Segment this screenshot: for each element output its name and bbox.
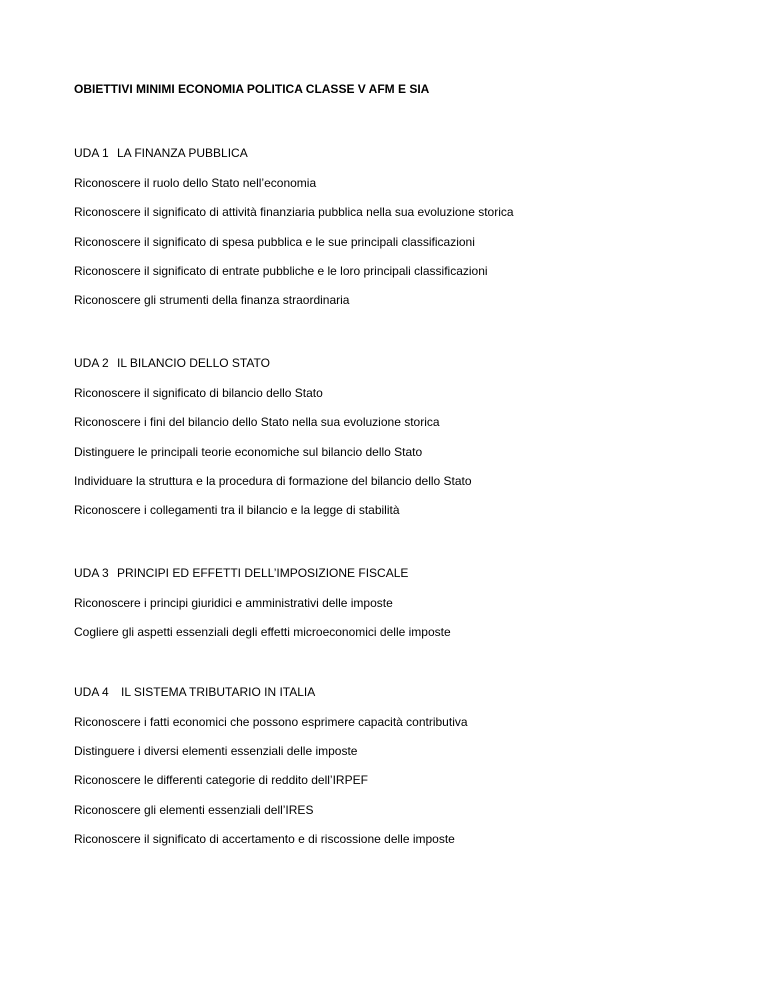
section-code: UDA 3 [74, 566, 109, 580]
objective-item: Riconoscere il significato di spesa pubblica e le sue principali classificazioni [74, 235, 475, 249]
section-name: PRINCIPI ED EFFETTI DELL’IMPOSIZIONE FISCALE [117, 566, 409, 580]
objective-item: Riconoscere il significato di accertamento e di riscossione delle imposte [74, 832, 455, 846]
objective-item: Riconoscere le differenti categorie di reddito dell’IRPEF [74, 773, 368, 787]
objective-item: Distinguere le principali teorie economiche sul bilancio dello Stato [74, 445, 423, 459]
objective-item: Riconoscere i fini del bilancio dello Stato nella sua evoluzione storica [74, 415, 440, 429]
objective-item: Riconoscere gli elementi essenziali dell’IRES [74, 803, 314, 817]
section-name: IL SISTEMA TRIBUTARIO IN ITALIA [121, 685, 316, 699]
objective-item: Riconoscere i collegamenti tra il bilancio e la legge di stabilità [74, 503, 400, 517]
section-name: LA FINANZA PUBBLICA [117, 146, 248, 160]
objective-item: Riconoscere il ruolo dello Stato nell’economia [74, 176, 317, 190]
section-heading-uda-2 [74, 357, 270, 369]
objective-item: Riconoscere il significato di bilancio dello Stato [74, 386, 323, 400]
section-code: UDA 2 [74, 356, 109, 370]
objective-item: Riconoscere il significato di attività finanziaria pubblica nella sua evoluzione storica [74, 205, 514, 219]
objective-item: Riconoscere gli strumenti della finanza straordinaria [74, 293, 350, 307]
section-heading-uda-3 [74, 567, 408, 579]
section-heading-uda-4 [74, 686, 315, 698]
objective-item: Riconoscere i principi giuridici e amministrativi delle imposte [74, 596, 393, 610]
section-heading-uda-1 [74, 147, 248, 159]
objective-item: Distinguere i diversi elementi essenziali delle imposte [74, 744, 358, 758]
section-code: UDA 1 [74, 146, 109, 160]
objective-item: Cogliere gli aspetti essenziali degli effetti microeconomici delle imposte [74, 625, 451, 639]
objective-item: Riconoscere il significato di entrate pubbliche e le loro principali classificazioni [74, 264, 488, 278]
document-title: OBIETTIVI MINIMI ECONOMIA POLITICA CLASSE V AFM E SIA [74, 82, 430, 96]
objective-item: Riconoscere i fatti economici che possono esprimere capacità contributiva [74, 715, 468, 729]
section-code: UDA 4 [74, 685, 109, 699]
section-name: IL BILANCIO DELLO STATO [117, 356, 270, 370]
objective-item: Individuare la struttura e la procedura di formazione del bilancio dello Stato [74, 474, 472, 488]
